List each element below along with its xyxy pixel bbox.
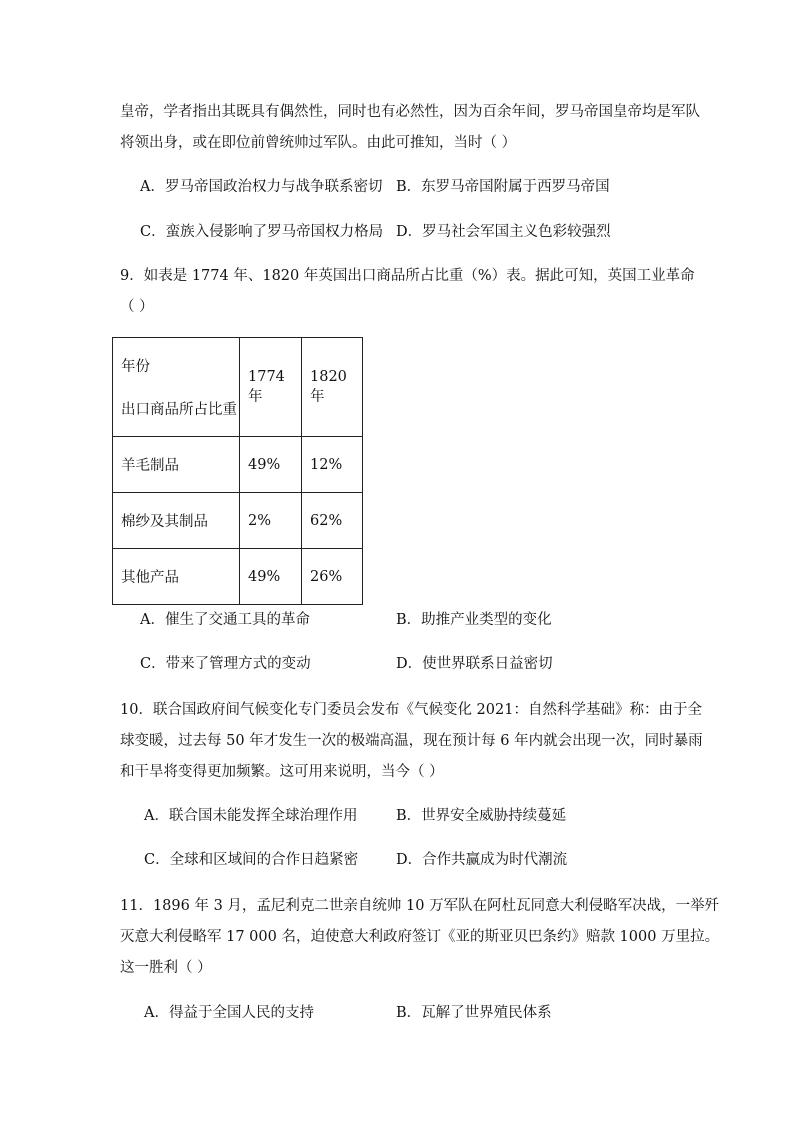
q9-option-d[interactable]: D．使世界联系日益密切	[396, 656, 553, 672]
table-header-cell	[113, 338, 240, 437]
q10-stem-line-3: 和干旱将变得更加频繁。这可用来说明，当今（ ）	[120, 764, 444, 780]
q10-option-d[interactable]: D．合作共赢成为时代潮流	[396, 852, 568, 868]
q9-stem-line-2: （ ）	[120, 299, 154, 315]
q8-stem-line-2: 将领出身，或在即位前曾统帅过军队。由此可推知，当时（ ）	[120, 135, 517, 151]
q8-option-d[interactable]: D．罗马社会军国主义色彩较强烈	[396, 224, 611, 240]
row-label: 其他产品	[113, 549, 240, 605]
q8-stem-line-1: 皇帝，学者指出其既具有偶然性，同时也有必然性，因为百余年间，罗马帝国皇帝均是军队	[120, 104, 700, 120]
q9-stem-line-1: 9．如表是 1774 年、1820 年英国出口商品所占比重（%）表。据此可知，英国工业革命	[120, 268, 695, 284]
q8-option-c[interactable]: C．蛮族入侵影响了罗马帝国权力格局	[140, 224, 384, 240]
q8-option-a[interactable]: A．罗马帝国政治权力与战争联系密切	[140, 179, 383, 195]
q11-option-b[interactable]: B．瓦解了世界殖民体系	[396, 1005, 552, 1021]
q9-option-c[interactable]: C．带来了管理方式的变动	[140, 656, 311, 672]
table-row	[113, 493, 363, 549]
row-value-1820: 26%	[302, 549, 363, 605]
q11-stem-line-3: 这一胜利（ ）	[120, 960, 212, 976]
table-row	[113, 549, 363, 605]
header-year-1774: 1774 年	[240, 338, 302, 437]
row-label: 棉纱及其制品	[113, 493, 240, 549]
header-year-label: 年份	[121, 359, 150, 375]
row-value-1820: 12%	[302, 437, 363, 493]
header-share-label: 出口商品所占比重	[121, 402, 237, 418]
q9-option-a[interactable]: A．催生了交通工具的革命	[140, 612, 310, 628]
q10-stem-line-1: 10．联合国政府间气候变化专门委员会发布《气候变化 2021：自然科学基础》称：由于全	[120, 702, 702, 718]
table-header-row	[113, 338, 363, 437]
table-row	[113, 437, 363, 493]
q10-stem-line-2: 球变暖，过去每 50 年才发生一次的极端高温，现在预计每 6 年内就会出现一次，同时暴雨	[120, 733, 703, 749]
row-label: 羊毛制品	[113, 437, 240, 493]
q10-option-c[interactable]: C．全球和区域间的合作日趋紧密	[144, 852, 359, 868]
q10-option-b[interactable]: B．世界安全威胁持续蔓延	[396, 808, 567, 824]
q9-option-b[interactable]: B．助推产业类型的变化	[396, 612, 552, 628]
q8-option-b[interactable]: B．东罗马帝国附属于西罗马帝国	[396, 179, 610, 195]
export-share-table	[112, 337, 363, 605]
header-year-1820: 1820 年	[302, 338, 363, 437]
q10-option-a[interactable]: A．联合国未能发挥全球治理作用	[144, 808, 358, 824]
q11-option-a[interactable]: A．得益于全国人民的支持	[144, 1005, 314, 1021]
row-value-1774: 49%	[240, 437, 302, 493]
row-value-1774: 49%	[240, 549, 302, 605]
row-value-1820: 62%	[302, 493, 363, 549]
row-value-1774: 2%	[240, 493, 302, 549]
q11-stem-line-2: 灭意大利侵略军 17 000 名，迫使意大利政府签订《亚的斯亚贝巴条约》赔款 1000 万里拉。	[120, 929, 720, 945]
q11-stem-line-1: 11．1896 年 3 月，孟尼利克二世亲自统帅 10 万军队在阿杜瓦同意大利侵略军决战，一举歼	[120, 898, 720, 914]
